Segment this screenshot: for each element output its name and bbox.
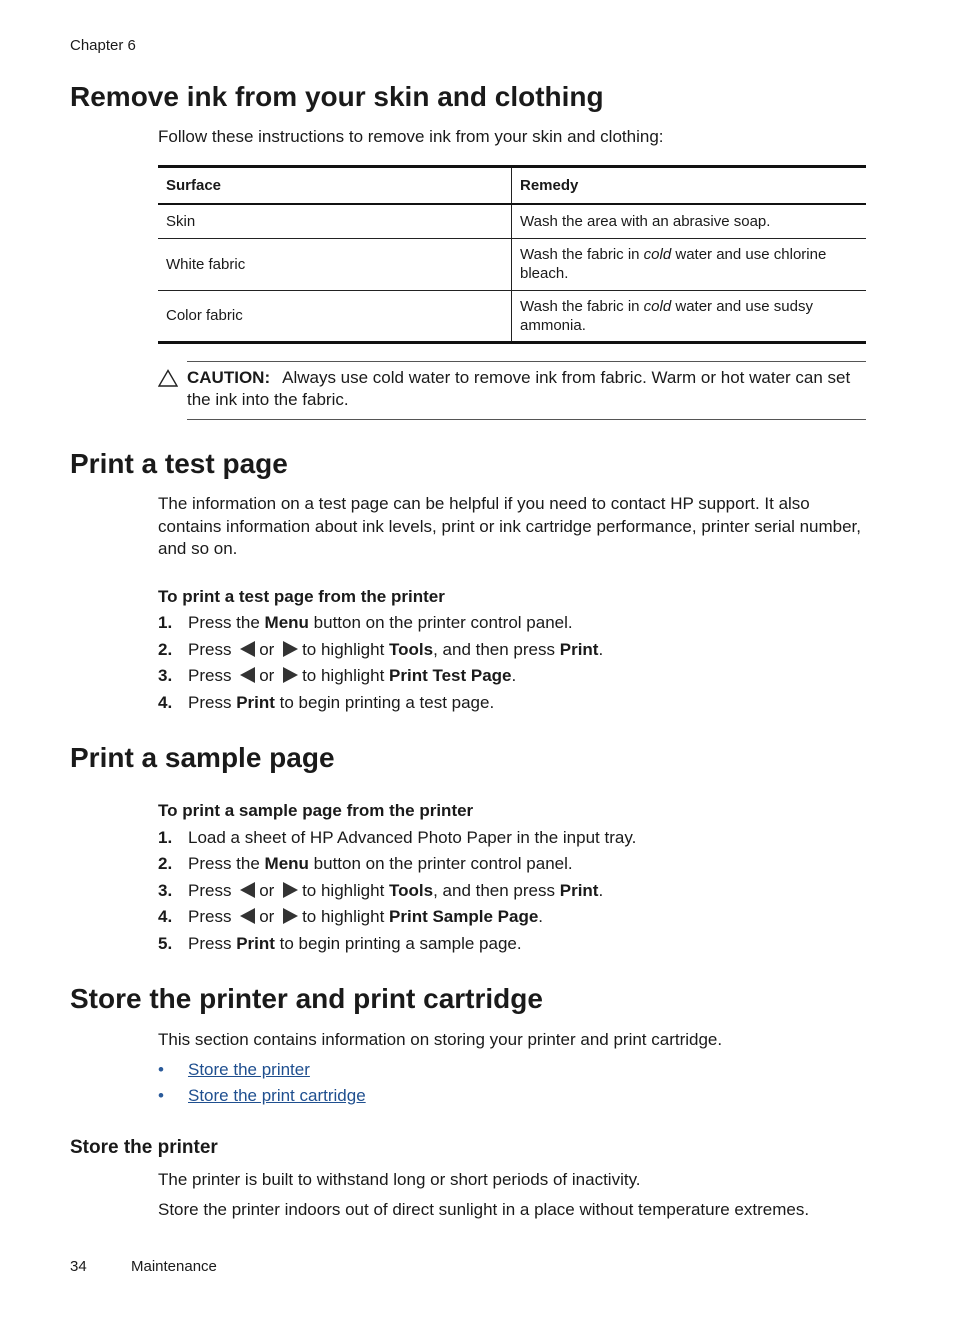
chapter-label: Chapter 6 [70,37,136,54]
list-item: • Store the print cartridge [158,1086,366,1105]
right-arrow-icon [283,882,298,898]
list-item: 3. Press or to highlight Print Test Page. [158,666,517,685]
cell-remedy: Wash the fabric in cold water and use sudsy ammonia. [520,297,813,334]
cell-remedy: Wash the fabric in cold water and use chlorine bleach. [512,238,867,290]
heading-print-sample-page: Print a sample page [70,742,335,773]
test-intro: The information on a test page can be helpful if you need to contact HP support. It also contains information about ink levels, print or ink cartridge performance, printer serial number, and so on. [158,494,862,558]
cell-surface: Skin [158,204,512,238]
store-para-1: The printer is built to withstand long or short periods of inactivity. [158,1170,641,1189]
right-arrow-icon [283,641,298,657]
right-arrow-icon [283,908,298,924]
list-item: • Store the printer [158,1060,310,1079]
col-header-remedy: Remedy [512,167,867,205]
subheading-store-the-printer: Store the printer [70,1137,218,1158]
caution-rule-top [187,361,866,362]
heading-remove-ink: Remove ink from your skin and clothing [70,81,604,112]
list-item: 3. Press or to highlight Tools, and then press Print. [158,881,604,900]
page-number: 34 [70,1258,87,1275]
table-row [158,204,866,238]
table-row [158,290,866,342]
table-row [158,238,866,290]
left-arrow-icon [240,641,255,657]
list-item: 2. Press or to highlight Tools, and then press Print. [158,640,604,659]
left-arrow-icon [240,908,255,924]
caution-note [158,361,866,419]
caution-rule-bottom [187,419,866,420]
list-item: 1. Press the Menu button on the printer control panel. [158,613,573,632]
procedure-title-test: To print a test page from the printer [158,587,445,606]
left-arrow-icon [240,882,255,898]
list-item: 2. Press the Menu button on the printer control panel. [158,854,573,873]
list-item: 4. Press Print to begin printing a test page. [158,693,495,712]
store-para-2: Store the printer indoors out of direct sunlight in a place without temperature extremes. [158,1200,810,1219]
cell-surface: White fabric [158,238,512,290]
caution-label: CAUTION: [187,368,271,387]
heading-store-printer-cartridge: Store the printer and print cartridge [70,983,543,1014]
procedure-title-sample: To print a sample page from the printer [158,801,474,820]
col-header-surface: Surface [158,167,512,205]
link-store-the-printer[interactable]: Store the printer [188,1060,310,1079]
heading-print-test-page: Print a test page [70,448,288,479]
cell-surface: Color fabric [158,290,512,342]
caution-text: Always use cold water to remove ink from fabric. Warm or hot water can set the ink into the fabric. [187,368,851,409]
list-item: 4. Press or to highlight Print Sample Page. [158,907,544,926]
table-header-row [158,167,866,205]
left-arrow-icon [240,667,255,683]
caution-triangle-icon [158,369,178,387]
cell-remedy: Wash the area with an abrasive soap. [512,204,867,238]
caution-text-block [187,367,866,411]
link-store-the-print-cartridge[interactable]: Store the print cartridge [188,1086,366,1105]
list-item: 5. Press Print to begin printing a sample page. [158,934,522,953]
right-arrow-icon [283,667,298,683]
ink-intro: Follow these instructions to remove ink from your skin and clothing: [158,127,664,146]
remedy-table [158,165,866,344]
store-intro: This section contains information on storing your printer and print cartridge. [158,1030,723,1049]
footer-section-name: Maintenance [131,1258,217,1275]
list-item: 1. Load a sheet of HP Advanced Photo Paper in the input tray. [158,828,637,847]
